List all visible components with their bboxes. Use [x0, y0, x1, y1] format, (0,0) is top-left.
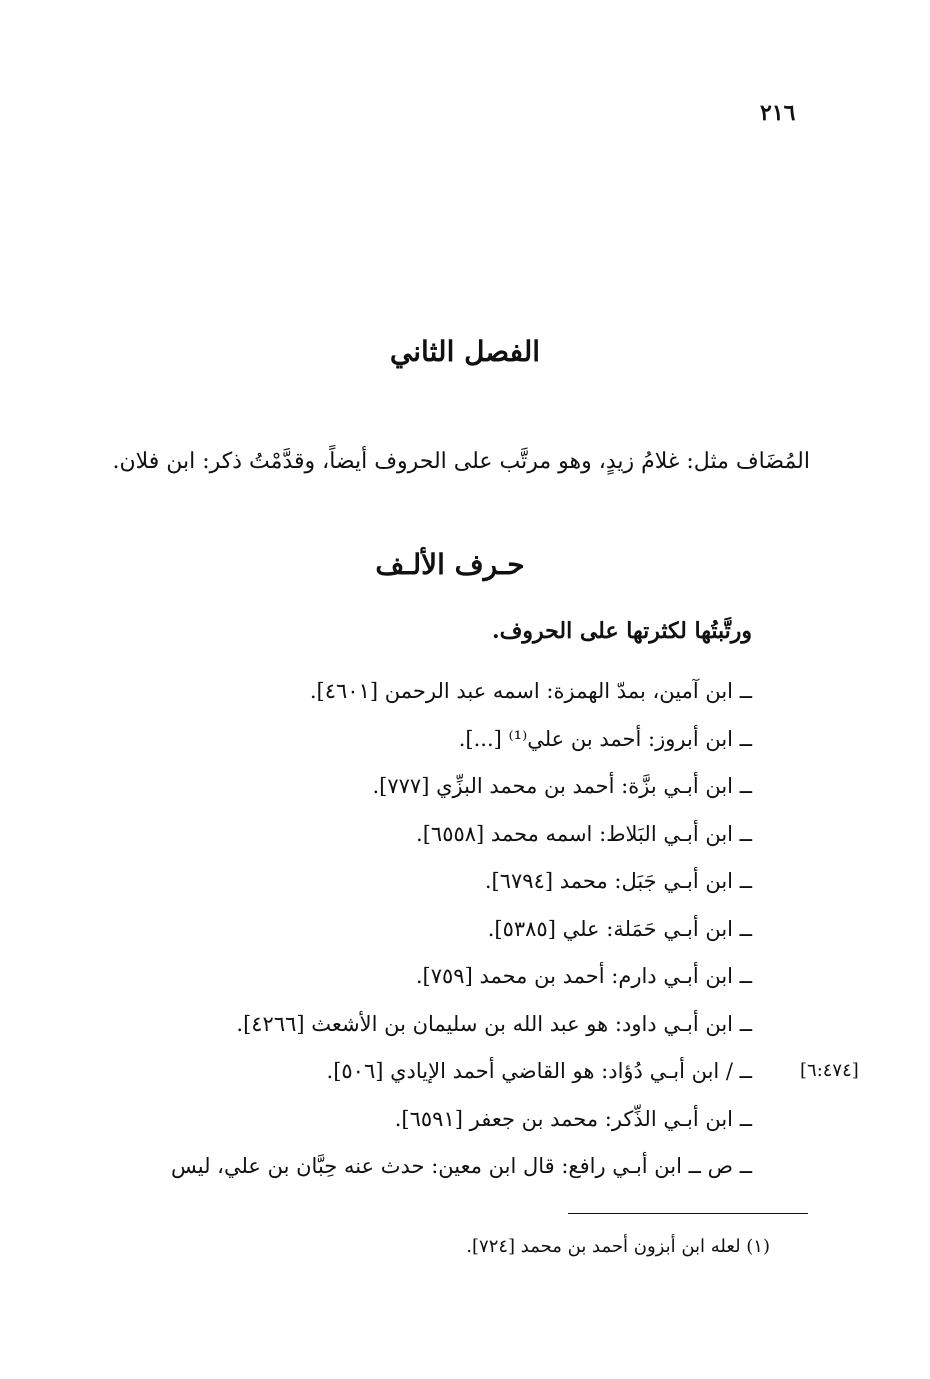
entry-item: ــ ابن أبـي البَلاط: اسمه محمد [٦٥٥٨].: [416, 821, 752, 846]
entry-item: ــ ابن آمين، بمدّ الهمزة: اسمه عبد الرحمن [٤٦٠١].: [309, 679, 752, 703]
entry-item: ــ ابن أبـي جَبَل: محمد [٦٧٩٤].: [484, 869, 752, 893]
page-number: ٢١٦: [760, 100, 796, 126]
margin-reference: [٦:٤٧٤]: [800, 1060, 859, 1081]
entry-item: ــ / ابن أبـي دُؤاد: هو القاضي أحمد الإيادي [٥٠٦].: [326, 1059, 752, 1083]
entry-item: ــ ابن أبـي الذِّكر: محمد بن جعفر [٦٥٩١].: [394, 1106, 752, 1131]
entry-item: ــ ص ــ ابن أبـي رافع: قال ابن معين: حدث عنه حِبَّان بن علي، ليس: [171, 1154, 752, 1178]
section-note: ورتَّبتُها لكثرتها على الحروف.: [491, 618, 752, 644]
section-title: حـرف الألـف: [375, 548, 525, 581]
entry-item: ــ ابن أبروز: أحمد بن علي⁽¹⁾ [...].: [458, 726, 752, 751]
entry-item: ــ ابن أبـي بزَّة: أحمد بن محمد البزِّي [٧٧٧].: [372, 774, 752, 798]
intro-paragraph: المُضَاف مثل: غلامُ زيدٍ، وهو مرتَّب على الحروف أيضاً، وقدَّمْتُ ذكر: ابن فلان.: [112, 449, 810, 474]
footnote-divider: [568, 1213, 808, 1214]
footnote: (١) لعله ابن أبزون أحمد بن محمد [٧٢٤].: [466, 1236, 770, 1257]
entry-item: ــ ابن أبـي دارم: أحمد بن محمد [٧٥٩].: [415, 964, 752, 988]
entry-item: ــ ابن أبـي داود: هو عبد الله بن سليمان بن الأشعث [٤٢٦٦].: [236, 1011, 752, 1036]
entry-list: [70, 668, 752, 1191]
chapter-title: الفصل الثاني: [389, 335, 541, 368]
entry-item: ــ ابن أبـي حَمَلة: علي [٥٣٨٥].: [487, 916, 752, 941]
